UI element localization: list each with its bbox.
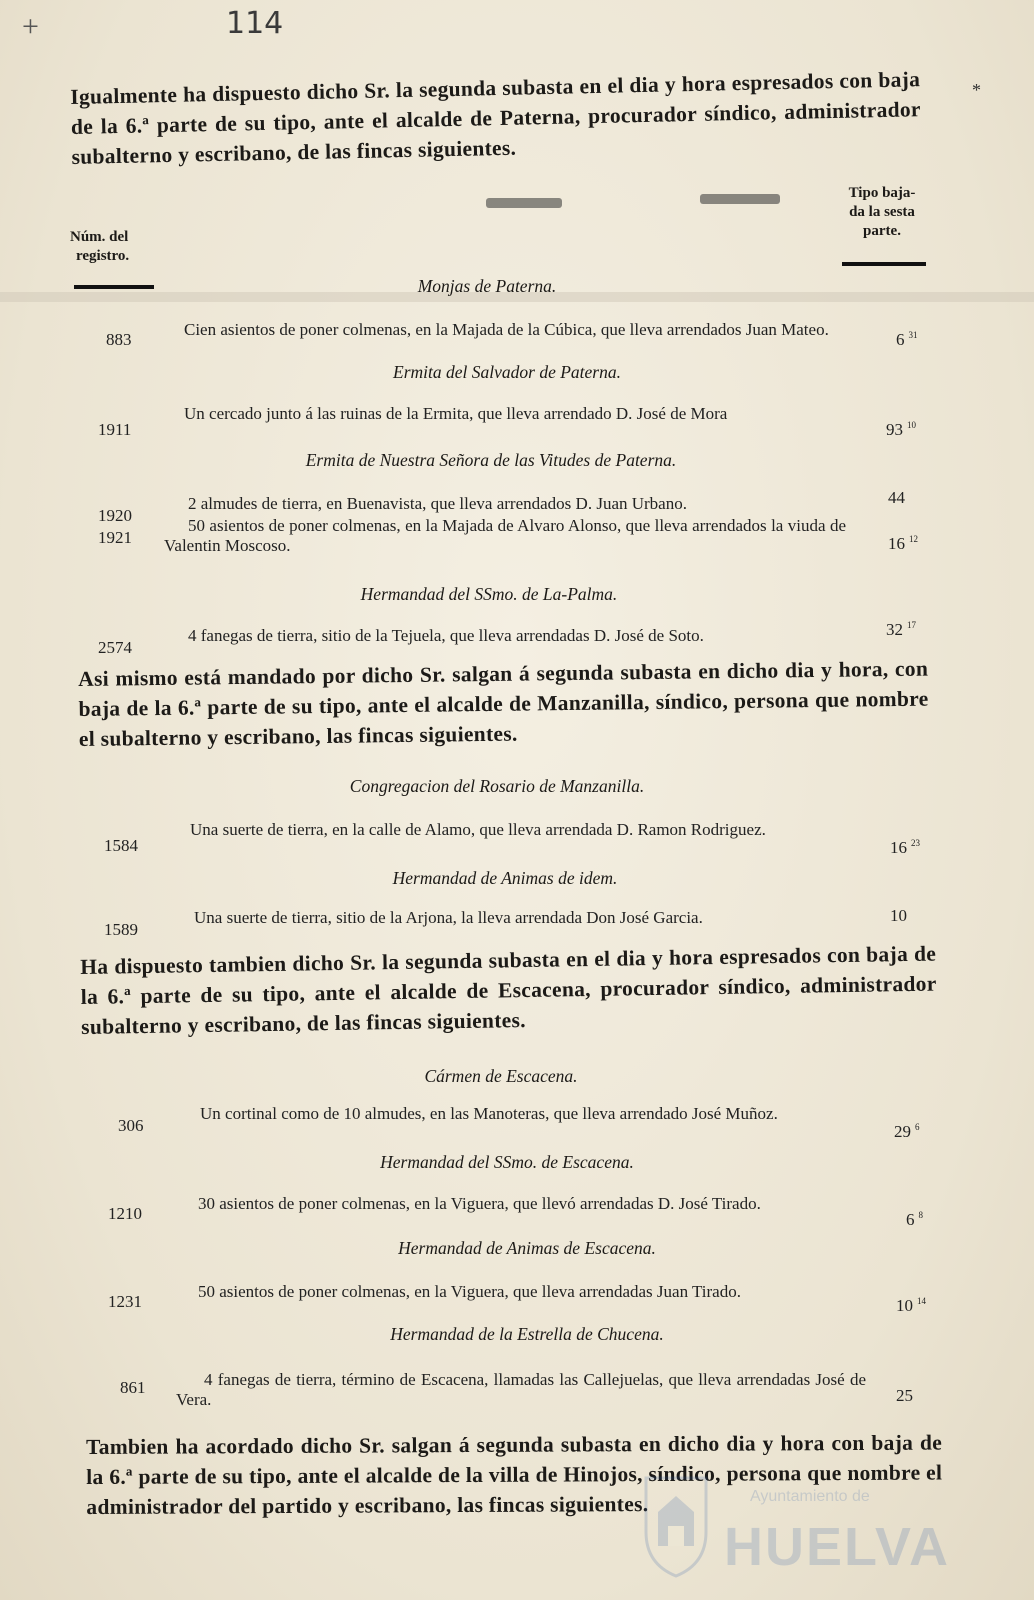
entry-number: 861 — [120, 1378, 146, 1397]
entry-text: Un cortinal como de 10 almudes, en las Manoteras, que lleva arrendado José Muñoz. — [200, 1104, 778, 1123]
intro-paragraph-escacena: Ha dispuesto tambien dicho Sr. la segunda subasta en el dia y hora espresados con baja de la 6.ª parte de su tipo, ante el alcalde de Escacena, procurador síndico, administrador subalterno y escribano, de las fincas siguientes. — [80, 941, 937, 1039]
corner-mark: + — [22, 10, 39, 43]
entry-value: 16 $^{23}$ — [890, 838, 920, 857]
entry-number: 1584 — [104, 836, 138, 855]
ink-smudge — [700, 194, 780, 204]
section-title: Hermandad de Animas de Escacena. — [398, 1238, 656, 1258]
entry-text: Una suerte de tierra, en la calle de Alamo, que lleva arrendada D. Ramon Rodriguez. — [190, 820, 766, 839]
watermark-subtitle: Ayuntamiento de — [750, 1488, 870, 1505]
section-title: Monjas de Paterna. — [417, 276, 557, 296]
entry-text: 50 asientos de poner colmenas, en la Majada de Alvaro Alonso, que lleva arrendados la viuda de Valentin Moscoso. — [164, 516, 846, 555]
entry-value: 6 $^8$ — [906, 1210, 923, 1229]
column-header-tipo: Tipo baja- da la sesta parte. — [848, 185, 916, 239]
section-title: Congregacion del Rosario de Manzanilla. — [349, 776, 645, 796]
ink-smudge — [486, 198, 562, 208]
entry-number: 1589 — [104, 920, 138, 939]
section-title: Hermandad de Animas de idem. — [392, 868, 618, 888]
section-title: Ermita del Salvador de Paterna. — [393, 362, 621, 382]
entry-value: 93 $^{10}$ — [886, 420, 916, 439]
intro-paragraph-manzanilla: Asi mismo está mandado por dicho Sr. salgan á segunda subasta en dicho dia y hora, con baja de la 6.ª parte de su tipo, ante el alcalde de Manzanilla, síndico, persona que nombre el subalterno y escribano, las fincas siguientes. — [78, 656, 929, 751]
entry-number: 1210 — [108, 1204, 142, 1223]
header-rule-right — [842, 262, 926, 266]
entry-text: 2 almudes de tierra, en Buenavista, que lleva arrendados D. Juan Urbano. — [188, 494, 687, 513]
watermark-title: HUELVA — [724, 1517, 950, 1577]
entry-text: 50 asientos de poner colmenas, en la Viguera, que lleva arrendadas Juan Tirado. — [198, 1282, 741, 1301]
entry-text: 4 fanegas de tierra, sitio de la Tejuela, que lleva arrendadas D. José de Soto. — [188, 626, 704, 645]
margin-mark: * — [972, 80, 981, 100]
watermark-huelva — [640, 1472, 950, 1587]
entry-value: 6 $^{31}$ — [896, 330, 918, 349]
entry-number: 1231 — [108, 1292, 142, 1311]
section-title: Hermandad del SSmo. de La-Palma. — [360, 584, 618, 604]
intro-paragraph-paterna: Igualmente ha dispuesto dicho Sr. la segunda subasta en el dia y hora espresados con baja de la 6.ª parte de su tipo, ante el alcalde de Paterna, procurador síndico, administrador subalterno y escribano, de las fincas siguientes. — [70, 67, 922, 169]
entry-value: 29 $^6$ — [894, 1122, 920, 1141]
entry-number: 883 — [106, 330, 132, 349]
section-title: Cármen de Escacena. — [424, 1066, 578, 1086]
entry-text: Una suerte de tierra, sitio de la Arjona, la lleva arrendada Don José Garcia. — [194, 908, 703, 927]
entry-text: 30 asientos de poner colmenas, en la Viguera, que llevó arrendadas D. José Tirado. — [198, 1194, 761, 1213]
section-title: Hermandad del SSmo. de Escacena. — [380, 1152, 634, 1172]
entry-number: 1911 — [98, 420, 132, 439]
section-title: Ermita de Nuestra Señora de las Vitudes de Paterna. — [305, 450, 677, 470]
column-header-num: Núm. del registro. — [70, 229, 130, 264]
folio-number: 114 — [226, 6, 284, 41]
entry-number: 1920 — [98, 506, 132, 525]
entry-value: 16 $^{12}$ — [888, 534, 918, 553]
entry-text: 4 fanegas de tierra, término de Escacena, llamadas las Callejuelas, que lleva arrendadas José de Vera. — [176, 1370, 866, 1409]
section-title: Hermandad de la Estrella de Chucena. — [390, 1324, 664, 1344]
entry-value: 10 — [890, 906, 907, 925]
entry-number: 306 — [118, 1116, 144, 1135]
intro-paragraph-hinojos: Tambien ha acordado dicho Sr. salgan á segunda subasta en dicho dia y hora con baja de la 6.ª parte de su tipo, ante el alcalde de la villa de Hinojos, síndico, persona que nombre el administrador del partido y escribano, las fincas siguientes. — [86, 1430, 943, 1519]
entry-value: 32 $^{17}$ — [886, 620, 916, 639]
entry-value: 44 — [888, 488, 905, 507]
entry-text: Cien asientos de poner colmenas, en la Majada de la Cúbica, que lleva arrendados Juan Mateo. — [184, 320, 829, 339]
entry-text: Un cercado junto á las ruinas de la Ermita, que lleva arrendado D. José de Mora — [184, 404, 728, 423]
entry-value: 25 — [896, 1386, 913, 1405]
entry-number: 2574 — [98, 638, 132, 657]
entry-number: 1921 — [98, 528, 132, 547]
entry-value: 10 $^{14}$ — [896, 1296, 926, 1315]
